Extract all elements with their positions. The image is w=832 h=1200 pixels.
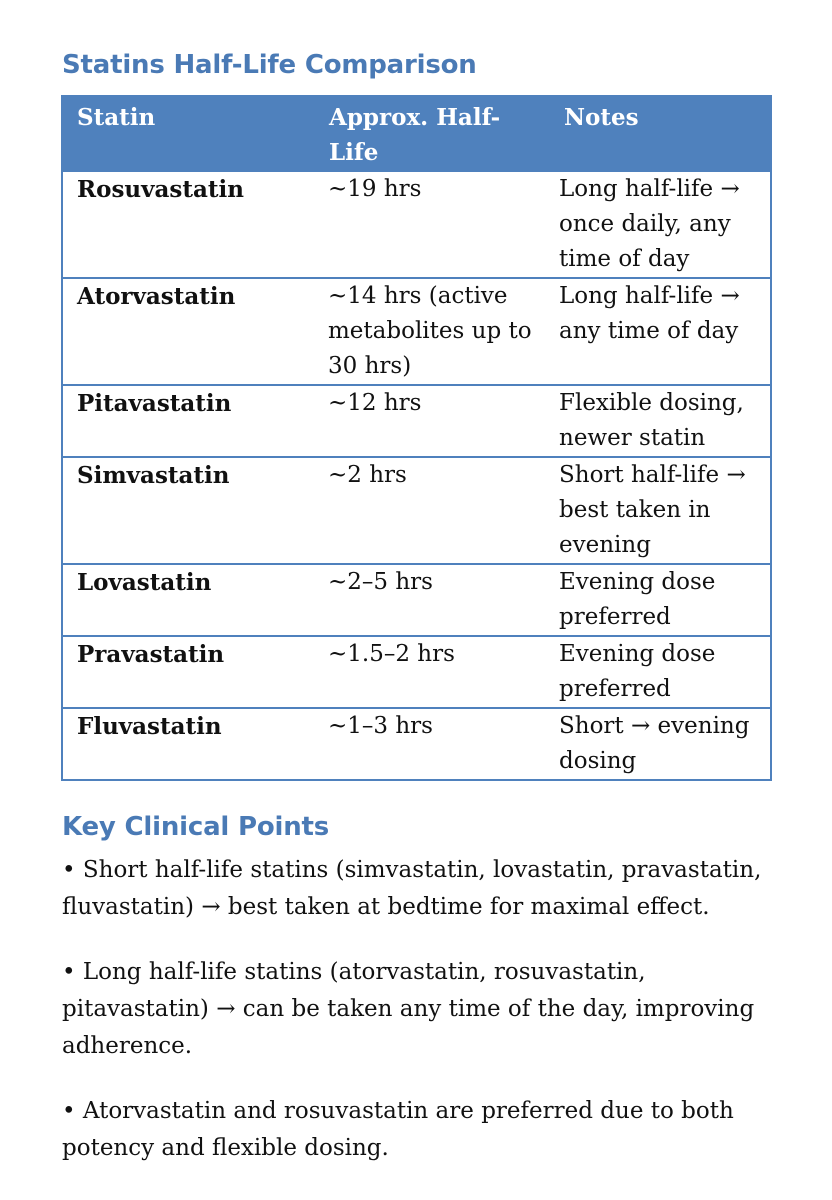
table-row bbox=[62, 636, 771, 708]
statin-name: Pitavastatin bbox=[62, 385, 314, 457]
statin-name: Simvastatin bbox=[62, 457, 314, 564]
table-row bbox=[62, 708, 771, 780]
table-header-row bbox=[62, 96, 771, 171]
half-life-value: ~19 hrs bbox=[314, 171, 549, 278]
section-title-key-points: Key Clinical Points bbox=[62, 812, 330, 842]
table-row bbox=[62, 278, 771, 385]
statin-name: Rosuvastatin bbox=[62, 171, 314, 278]
key-point-item: • Short half-life statins (simvastatin, lovastatin, pravastatin, fluvastatin) → best taken at bedtime for maximal effect. bbox=[62, 857, 762, 920]
table-row bbox=[62, 564, 771, 636]
table-row bbox=[62, 457, 771, 564]
key-points-list bbox=[62, 852, 782, 1195]
key-point-item: • Atorvastatin and rosuvastatin are preferred due to both potency and flexible dosing. bbox=[62, 1098, 734, 1161]
statins-table bbox=[61, 95, 772, 781]
notes-value: Short half-life → best taken in evening bbox=[549, 457, 771, 564]
notes-value: Long half-life → once daily, any time of day bbox=[549, 171, 771, 278]
half-life-value: ~2 hrs bbox=[314, 457, 549, 564]
table-row bbox=[62, 171, 771, 278]
half-life-value: ~1.5–2 hrs bbox=[314, 636, 549, 708]
notes-value: Flexible dosing, newer statin bbox=[549, 385, 771, 457]
statin-name: Atorvastatin bbox=[62, 278, 314, 385]
half-life-value: ~14 hrs (active metabolites up to 30 hrs) bbox=[314, 278, 549, 385]
half-life-value: ~2–5 hrs bbox=[314, 564, 549, 636]
half-life-value: ~1–3 hrs bbox=[314, 708, 549, 780]
column-header-statin: Statin bbox=[62, 96, 314, 171]
column-header-notes: Notes bbox=[549, 96, 771, 171]
notes-value: Long half-life → any time of day bbox=[549, 278, 771, 385]
column-header-half-life: Approx. Half-Life bbox=[314, 96, 549, 171]
half-life-value: ~12 hrs bbox=[314, 385, 549, 457]
statin-name: Pravastatin bbox=[62, 636, 314, 708]
table-row bbox=[62, 385, 771, 457]
key-point-item: • Long half-life statins (atorvastatin, rosuvastatin, pitavastatin) → can be taken any time of the day, improving adherence. bbox=[62, 959, 755, 1059]
notes-value: Evening dose preferred bbox=[549, 564, 771, 636]
statin-name: Fluvastatin bbox=[62, 708, 314, 780]
statin-name: Lovastatin bbox=[62, 564, 314, 636]
notes-value: Evening dose preferred bbox=[549, 636, 771, 708]
page-title: Statins Half-Life Comparison bbox=[62, 50, 477, 80]
notes-value: Short → evening dosing bbox=[549, 708, 771, 780]
